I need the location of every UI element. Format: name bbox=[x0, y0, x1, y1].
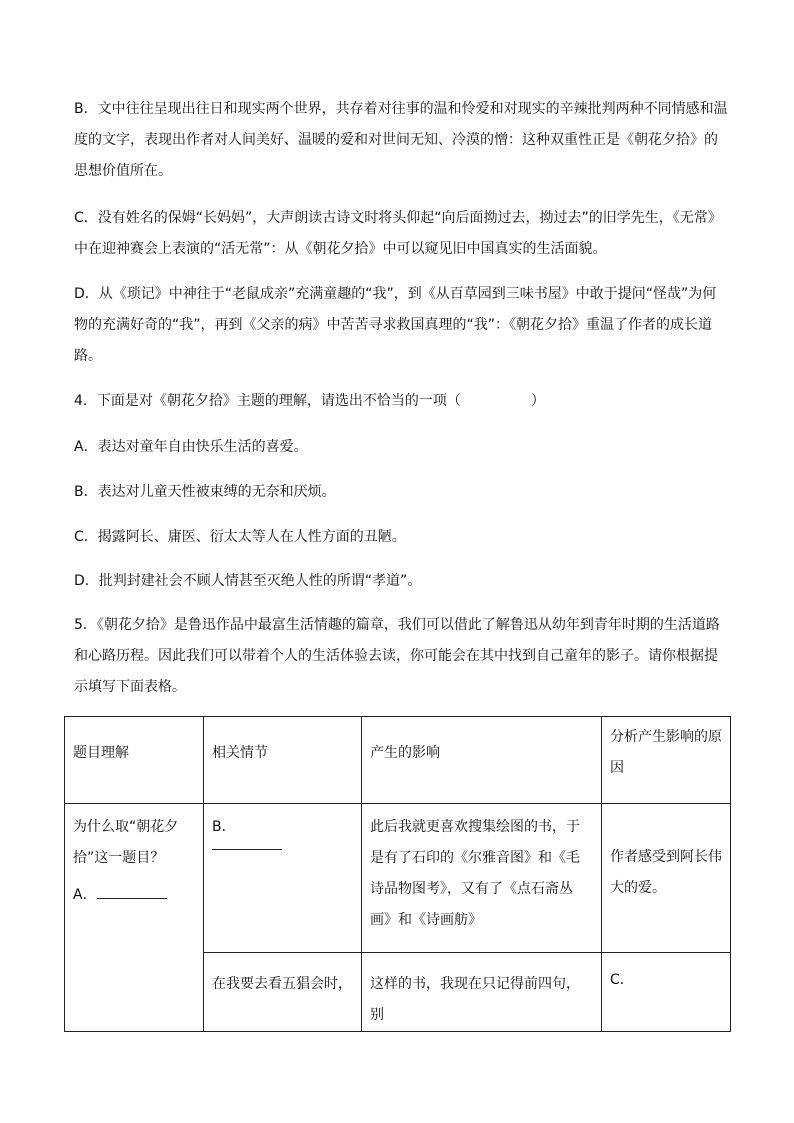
q4-option-a: A．表达对童年自由快乐生活的喜爱。 bbox=[74, 439, 308, 455]
reason-text: 作者感受到阿长伟大的爱。 bbox=[610, 849, 722, 896]
answer-blank[interactable] bbox=[212, 849, 282, 850]
plot-cell bbox=[204, 953, 362, 1032]
header-reason: 分析产生影响的原因 bbox=[610, 729, 722, 776]
q4-option-b: B．表达对儿童天性被束缚的无奈和厌烦。 bbox=[74, 484, 336, 500]
answer-table bbox=[64, 716, 731, 1032]
q4-option-c: C．揭露阿长、庸医、衍太太等人在人性方面的丑陋。 bbox=[74, 529, 406, 545]
topic-answer-line bbox=[73, 880, 195, 911]
table-header-row bbox=[65, 717, 731, 804]
impact-text: 此后我就更喜欢搜集绘图的书，于是有了石印的《尔雅音图》和《毛诗品物图考》，又有了《点石斋丛画》和《诗画舫》 bbox=[370, 819, 580, 928]
q4-option-d: D．批判封建社会不顾人情甚至灭绝人性的所谓“孝道”。 bbox=[74, 573, 422, 589]
q3-option-d: D．从《琐记》中神往于“老鼠成亲”充满童趣的“我”，到《从百草园到三味书屋》中敢于提问“怪哉”为何物的充满好奇的“我”，再到《父亲的病》中苦苦寻求救国真理的“我”：《朝花夕拾》重温了作者的成长道路。 bbox=[74, 286, 717, 364]
plot-cell bbox=[204, 804, 362, 953]
header-cell bbox=[65, 717, 204, 804]
answer-blank[interactable] bbox=[97, 884, 167, 899]
impact-cell bbox=[362, 953, 602, 1032]
q3-option-c: C．没有姓名的保姆“长妈妈”，大声朗读古诗文时将头仰起“向后面拗过去，拗过去”的旧学先生，《无常》中在迎神赛会上表演的“活无常”：从《朝花夕拾》中可以窥见旧中国真实的生活面貌。 bbox=[74, 210, 722, 257]
header-cell bbox=[602, 717, 731, 804]
topic-answer-label: A． bbox=[73, 887, 97, 903]
plot-label: B． bbox=[212, 819, 236, 835]
impact-cell bbox=[362, 804, 602, 953]
reason-cell bbox=[602, 953, 731, 1032]
table-row bbox=[65, 804, 731, 953]
header-cell bbox=[362, 717, 602, 804]
q3-option-b: B．文中往往呈现出往日和现实两个世界，共存着对往事的温和怜爱和对现实的辛辣批判两种不同情感和温度的文字，表现出作者对人间美好、温暖的爱和对世间无知、冷漠的憎：这种双重性正是《朝花夕拾》的思想价值所在。 bbox=[74, 101, 728, 179]
reason-label: C． bbox=[610, 972, 634, 988]
header-impact: 产生的影响 bbox=[370, 745, 440, 761]
plot-text: 在我要去看五猖会时， bbox=[212, 976, 352, 992]
header-cell bbox=[204, 717, 362, 804]
q4-stem-text: 4．下面是对《朝花夕拾》主题的理解，请选出不恰当的一项（ bbox=[74, 393, 461, 409]
header-topic: 题目理解 bbox=[73, 745, 129, 761]
q4-stem-end: ） bbox=[530, 393, 545, 409]
topic-question: 为什么取“朝花夕拾”这一题目？ bbox=[73, 819, 179, 866]
q4-stem bbox=[74, 386, 728, 417]
q5-stem: 5．《朝花夕拾》是鲁迅作品中最富生活情趣的篇章，我们可以借此了解鲁迅从幼年到青年时期的生活道路和心路历程。因此我们可以带着个人的生活体验去读，你可能会在其中找到自己童年的影子。请你根据提示填写下面表格。 bbox=[74, 617, 720, 695]
topic-cell bbox=[65, 804, 204, 1032]
header-plot: 相关情节 bbox=[212, 745, 268, 761]
reason-cell bbox=[602, 804, 731, 953]
impact-text: 这样的书，我现在只记得前四句，别 bbox=[370, 976, 580, 1023]
